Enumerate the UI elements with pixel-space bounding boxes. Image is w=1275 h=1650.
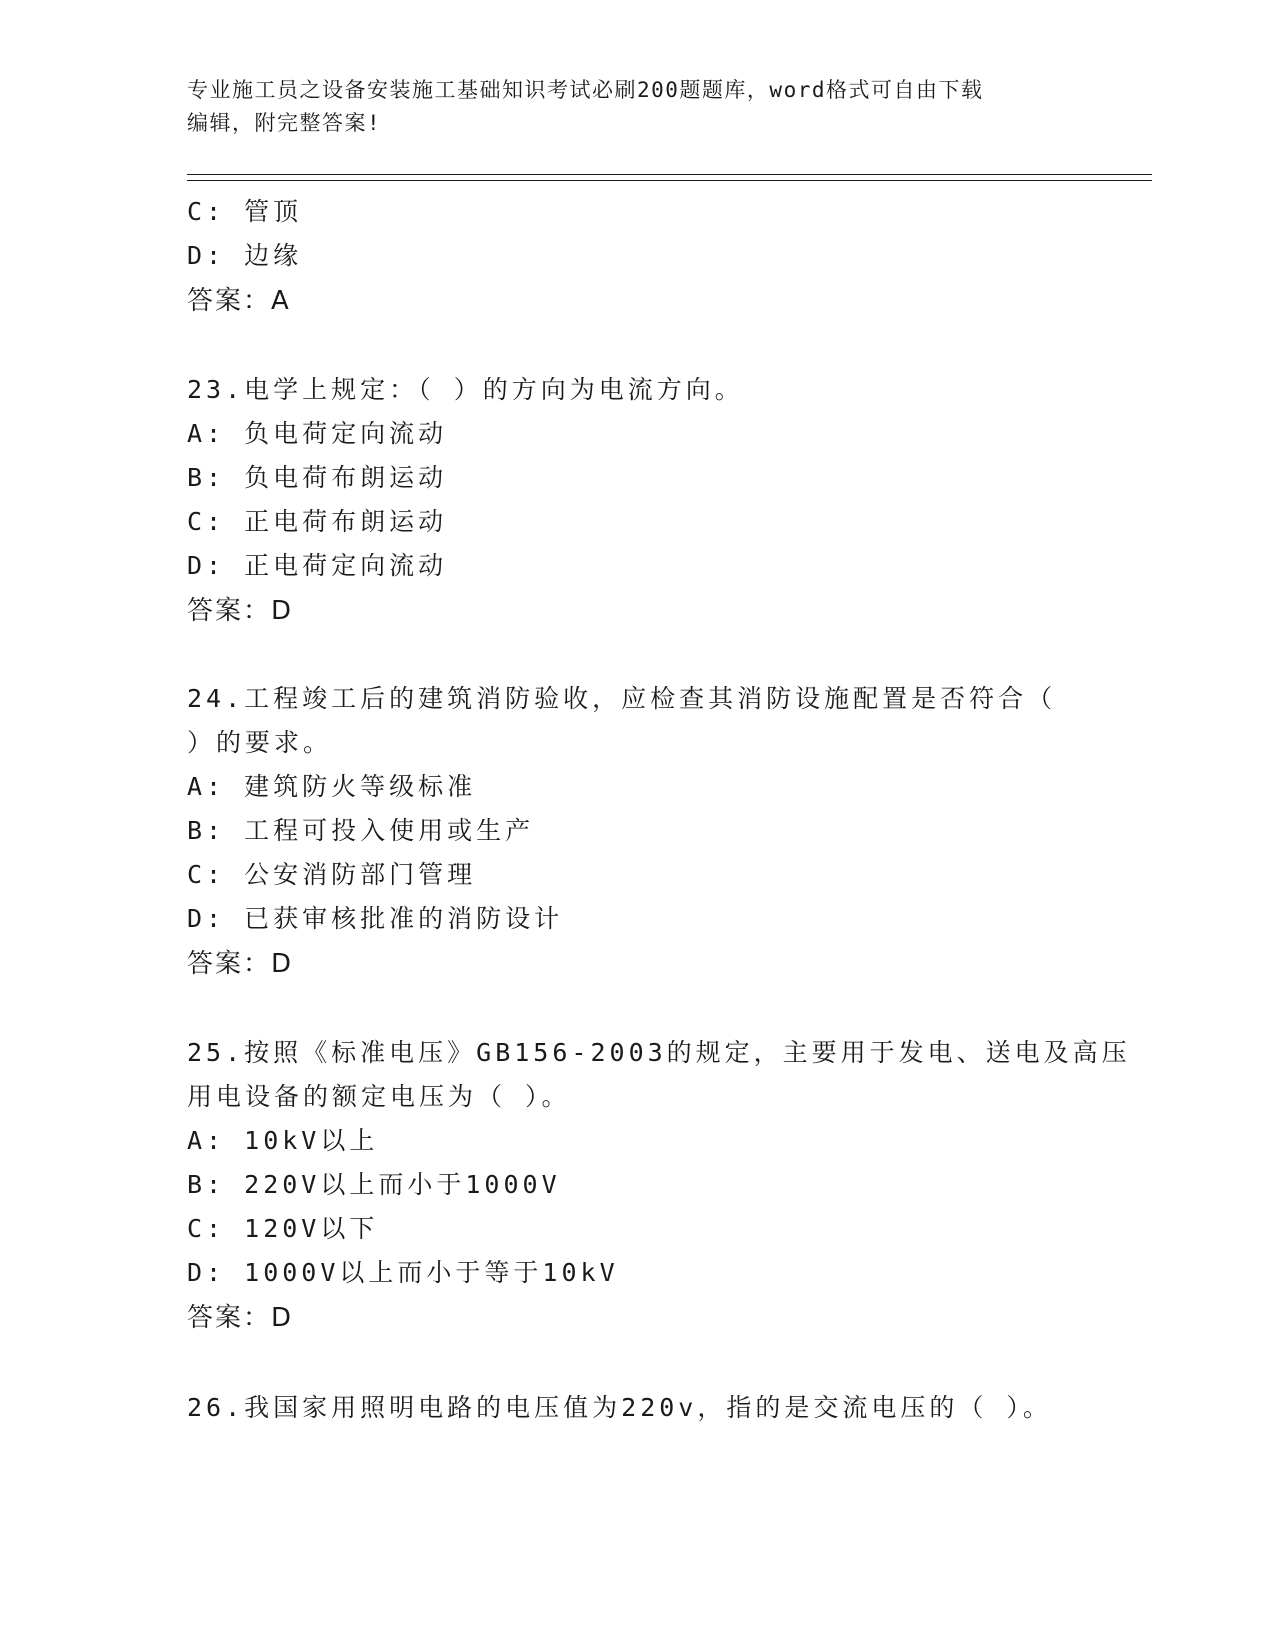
q25-option-d: D: 1000V以上而小于等于10kV bbox=[187, 1258, 619, 1287]
header-title-line1: 专业施工员之设备安装施工基础知识考试必刷200题题库，word格式可自由下载 bbox=[187, 78, 984, 102]
q23-option-c: C: 正电荷布朗运动 bbox=[187, 507, 448, 536]
q22-option-d: D: 边缘 bbox=[187, 241, 303, 270]
header-title-line2: 编辑，附完整答案! bbox=[187, 111, 382, 135]
q25-option-b: B: 220V以上而小于1000V bbox=[187, 1170, 561, 1199]
q24-question-line2: ）的要求。 bbox=[187, 728, 333, 757]
q24-option-a: A: 建筑防火等级标准 bbox=[187, 772, 477, 801]
q25-option-c: C: 120V以下 bbox=[187, 1214, 379, 1243]
header-rule-bottom bbox=[187, 180, 1152, 181]
document-header bbox=[187, 74, 1067, 140]
q23-option-d: D: 正电荷定向流动 bbox=[187, 551, 448, 580]
q22-option-c: C: 管顶 bbox=[187, 197, 303, 226]
q23-answer: 答案：D bbox=[187, 596, 294, 626]
q25-answer: 答案：D bbox=[187, 1303, 294, 1333]
q25-question-line2: 用电设备的额定电压为（ ）。 bbox=[187, 1082, 571, 1111]
header-rule-top bbox=[187, 174, 1152, 175]
q23-option-a: A: 负电荷定向流动 bbox=[187, 419, 448, 448]
q24-option-b: B: 工程可投入使用或生产 bbox=[187, 816, 535, 845]
q23-option-b: B: 负电荷布朗运动 bbox=[187, 463, 448, 492]
q24-question-line1: 24.工程竣工后的建筑消防验收，应检查其消防设施配置是否符合（ bbox=[187, 684, 1057, 713]
q25-option-a: A: 10kV以上 bbox=[187, 1126, 379, 1155]
q25-question-line1: 25.按照《标准电压》GB156-2003的规定，主要用于发电、送电及高压 bbox=[187, 1038, 1131, 1067]
q24-answer: 答案：D bbox=[187, 949, 294, 979]
q24-option-c: C: 公安消防部门管理 bbox=[187, 860, 477, 889]
q26-question: 26.我国家用照明电路的电压值为220v，指的是交流电压的（ ）。 bbox=[187, 1393, 1052, 1422]
q23-question: 23.电学上规定：（ ）的方向为电流方向。 bbox=[187, 375, 744, 404]
q22-answer: 答案：A bbox=[187, 286, 291, 316]
q24-option-d: D: 已获审核批准的消防设计 bbox=[187, 904, 564, 933]
